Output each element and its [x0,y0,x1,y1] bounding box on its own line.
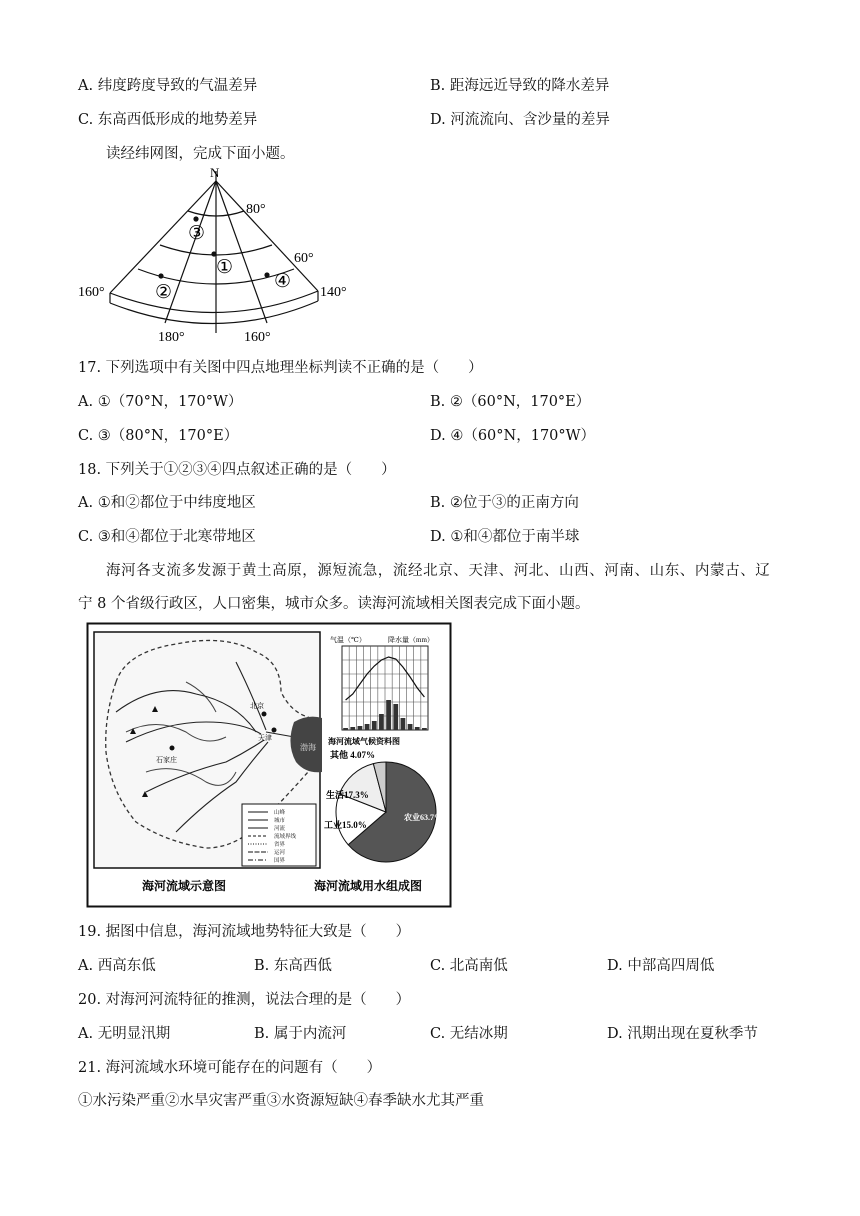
q18-option-a: A. ①和②都位于中纬度地区 [78,495,256,511]
q17-option-b: B. ②（60°N，170°E） [430,394,591,410]
lat-60-label: 60° [294,251,314,266]
graticule-map [70,165,370,345]
precip-bar [386,700,391,730]
point-3-label: ③ [188,223,206,244]
q18-option-d: D. ①和④都位于南半球 [430,529,580,545]
lon-160-bottom-label: 160° [244,330,271,345]
q20-stem: 20. 对海河河流特征的推测，说法合理的是（ ） [78,992,411,1008]
city-beijing-label: 北京 [250,702,264,710]
pie-label-agri: 农业63.7% [404,813,442,822]
precip-bar [343,728,348,730]
north-label: N [210,165,220,180]
intro-graticule: 读经纬网图，完成下面小题。 [106,146,295,162]
city-shijiazhuang-dot [170,746,175,751]
legend-label: 国界 [274,858,286,864]
intro-haihe-line1: 海河各支流多发源于黄土高原，源短流急，流经北京、天津、河北、山西、河南、山东、内蒙古、辽 [106,563,771,579]
q18-stem: 18. 下列关于①②③④四点叙述正确的是（ ） [78,462,396,478]
point-2-dot [158,273,163,278]
point-1-dot [211,251,216,256]
pie-label-life: 生活17.3% [326,790,369,800]
precip-bar [408,724,413,730]
q20-option-c: C. 无结冰期 [430,1026,508,1042]
q20-option-b: B. 属于内流河 [254,1026,347,1042]
precip-bar [365,724,370,730]
legend-label: 流域界线 [274,834,297,840]
q16-option-d: D. 河流流向、含沙量的差异 [430,112,610,128]
q16-option-a: A. 纬度跨度导致的气温差异 [78,78,258,94]
legend-label: 运河 [274,850,286,856]
precip-bar [350,727,355,730]
climate-axis-left: 气温（℃） [330,636,366,644]
climate-caption: 海河流域气候资料图 [328,737,400,746]
point-4-label: ④ [274,271,292,292]
q20-option-d: D. 汛期出现在夏秋季节 [607,1026,758,1042]
map-caption: 海河流域示意图 [142,879,227,893]
q16-option-b: B. 距海远近导致的降水差异 [430,78,610,94]
q21-stem: 21. 海河流域水环境可能存在的问题有（ ） [78,1060,382,1076]
point-1-label: ① [216,257,234,278]
q19-stem: 19. 据图中信息，海河流域地势特征大致是（ ） [78,924,411,940]
point-4-dot [264,272,269,277]
point-2-label: ② [155,282,173,303]
city-shijiazhuang-label: 石家庄 [156,756,177,764]
lat-80-label: 80° [246,202,266,217]
legend-label: 河流 [274,826,286,832]
q19-option-b: B. 东高西低 [254,958,332,974]
lon-160-left-label: 160° [78,285,105,300]
precip-bar [372,721,377,730]
city-tianjin-dot [272,728,277,733]
precip-bar [422,728,427,730]
precip-bar [415,727,420,730]
q18-option-c: C. ③和④都位于北寒带地区 [78,529,256,545]
q16-option-c: C. 东高西低形成的地势差异 [78,112,258,128]
pie-label-other: 其他 4.07% [330,750,376,760]
legend-label: 城市 [274,818,286,824]
q19-option-d: D. 中部高四周低 [607,958,715,974]
q19-option-c: C. 北高南低 [430,958,508,974]
climate-axis-right: 降水量（mm） [388,636,434,644]
intro-haihe-line2: 宁 8 个省级行政区，人口密集，城市众多。读海河流域相关图表完成下面小题。 [78,596,590,612]
city-tianjin-label: 天津 [258,734,272,742]
q17-option-c: C. ③（80°N，170°E） [78,428,239,444]
pie-caption: 海河流域用水组成图 [314,879,423,893]
q20-option-a: A. 无明显汛期 [78,1026,171,1042]
lon-140-label: 140° [320,285,347,300]
haihe-figure [86,622,452,908]
legend-label: 山峰 [274,810,286,816]
city-beijing-dot [262,712,267,717]
q19-option-a: A. 西高东低 [78,958,156,974]
water-use-pie [336,762,436,862]
precip-bar [379,714,384,730]
point-3-dot [193,216,198,221]
precip-bar [358,726,363,730]
precip-bar [401,718,406,730]
pie-label-industry: 工业15.0% [324,820,367,830]
q18-option-b: B. ②位于③的正南方向 [430,495,579,511]
q17-stem: 17. 下列选项中有关图中四点地理坐标判读不正确的是（ ） [78,360,483,376]
legend-label: 省界 [274,842,286,848]
lon-180-label: 180° [158,330,185,345]
precip-bar [393,704,398,730]
q21-items: ①水污染严重②水旱灾害严重③水资源短缺④春季缺水尤其严重 [78,1093,484,1109]
sea-label: 渤海 [300,743,316,752]
q17-option-d: D. ④（60°N，170°W） [430,428,596,444]
q17-option-a: A. ①（70°N，170°W） [78,394,243,410]
